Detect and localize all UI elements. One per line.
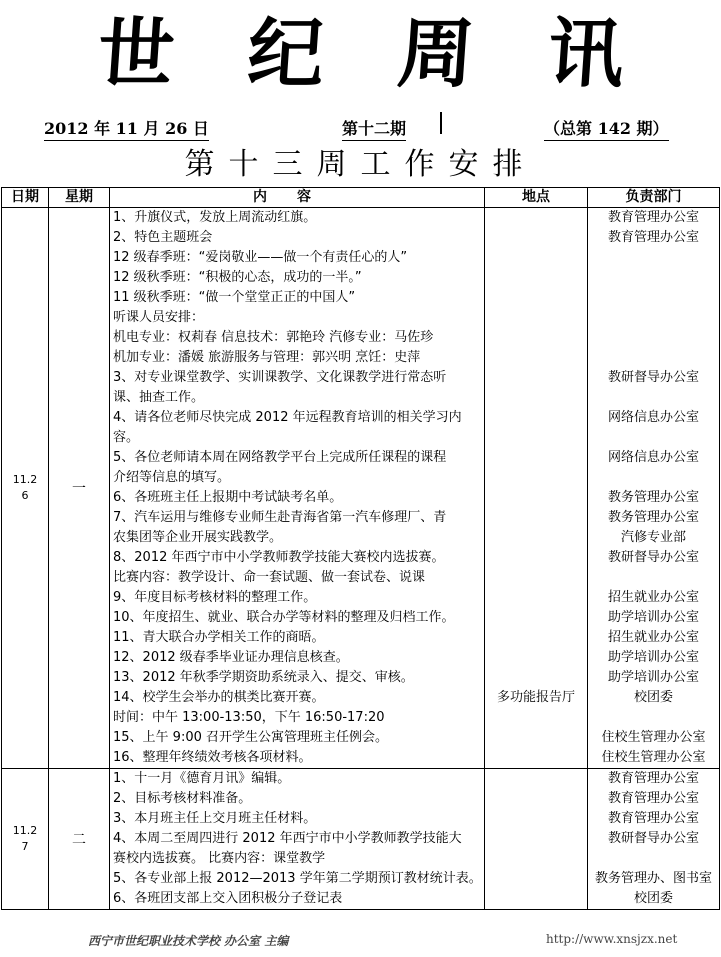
content-line: 7、汽车运用与维修专业师生赴青海省第一汽车修理厂、青 — [113, 510, 447, 525]
content-line: 听课人员安排： — [113, 310, 205, 325]
issue-number: 第十二期 — [342, 116, 406, 141]
place-line — [485, 769, 587, 789]
dept-line: 教研督导办公室 — [607, 831, 699, 846]
dept-line: 校团委 — [633, 891, 673, 906]
dept-line: 教育管理办公室 — [607, 811, 699, 826]
content-line: 农集团等企业开展实践教学。 — [113, 530, 283, 545]
place-line — [485, 248, 587, 268]
issue-total: （总第 142 期） — [544, 116, 669, 141]
dept-line: 教育管理办公室 — [607, 771, 699, 786]
dept-line: 教育管理办公室 — [607, 210, 699, 225]
dept-line: 教育管理办公室 — [607, 230, 699, 245]
dept-line: 校团委 — [633, 690, 673, 705]
masthead-char: 世 — [94, 9, 177, 98]
place-line — [485, 448, 587, 468]
dept-line: 助学培训办公室 — [607, 610, 699, 625]
dept-line — [588, 428, 719, 448]
place-line — [485, 288, 587, 308]
place-line — [485, 308, 587, 328]
header-weekday: 星期 — [49, 188, 110, 208]
content-line: 5、各专业部上报 2012—2013 学年第二学期预订教材统计表。 — [113, 871, 482, 886]
content-line: 12 级春季班：“爱岗敬业——做一个有责任心的人” — [113, 250, 408, 265]
table-header-row — [2, 188, 720, 208]
place-line — [485, 568, 587, 588]
place-line — [485, 368, 587, 388]
place-line — [485, 468, 587, 488]
dept-line: 招生就业办公室 — [607, 590, 699, 605]
content-line: 1、升旗仪式，发放上周流动红旗。 — [113, 210, 317, 225]
place-line — [485, 628, 587, 648]
content-line: 2、特色主题班会 — [113, 230, 213, 245]
date-text: 6 — [21, 489, 29, 502]
dept-line: 教研督导办公室 — [607, 550, 699, 565]
masthead-char: 周 — [394, 9, 477, 98]
content-line: 5、各位老师请本周在网络教学平台上完成所任课程的课程 — [113, 450, 447, 465]
content-line: 容。 — [113, 430, 140, 445]
date-text: 11.2 — [12, 473, 38, 486]
dept-line — [588, 328, 719, 348]
dept-cell — [588, 769, 720, 910]
dept-line — [588, 268, 719, 288]
content-line: 2、目标考核材料准备。 — [113, 791, 252, 806]
issue-divider — [440, 112, 442, 134]
place-line — [485, 388, 587, 408]
dept-line: 网络信息办公室 — [607, 410, 699, 425]
content-line: 机加专业：潘媛 旅游服务与管理：郭兴明 烹饪：史萍 — [113, 350, 421, 365]
dept-line: 教务管理办、图书室 — [594, 871, 712, 886]
dept-line — [588, 849, 719, 869]
dept-line — [588, 388, 719, 408]
date-cell — [2, 769, 49, 910]
weekday-cell: 二 — [49, 769, 110, 910]
weekday-cell: 一 — [49, 208, 110, 769]
dept-line: 教务管理办公室 — [607, 510, 699, 525]
place-line — [485, 829, 587, 849]
content-line: 介绍等信息的填写。 — [113, 470, 231, 485]
content-line: 13、2012 年秋季学期资助系统录入、提交、审核。 — [113, 670, 414, 685]
place-line — [485, 809, 587, 829]
issue-date: 2012 年 11 月 26 日 — [44, 116, 209, 141]
header-place: 地点 — [485, 188, 588, 208]
place-line — [485, 728, 587, 748]
dept-cell — [588, 208, 720, 769]
place-line — [485, 588, 587, 608]
dept-line: 教育管理办公室 — [607, 791, 699, 806]
week-title: 第十三周工作安排 — [184, 147, 537, 182]
content-cell — [110, 769, 485, 910]
date-cell — [2, 208, 49, 769]
content-line: 12、2012 级春季毕业证办理信息核查。 — [113, 650, 349, 665]
place-line — [485, 268, 587, 288]
masthead-char: 纪 — [244, 9, 327, 98]
content-line: 赛校内选拔赛。 比赛内容：课堂教学 — [113, 851, 326, 866]
issue-line — [44, 116, 680, 136]
place-cell — [485, 769, 588, 910]
table-row — [2, 208, 720, 769]
header-date: 日期 — [2, 188, 49, 208]
place-line — [485, 428, 587, 448]
content-line: 9、年度目标考核材料的整理工作。 — [113, 590, 317, 605]
footer-url: http://www.xnsjzx.net — [546, 932, 678, 946]
content-line: 11 级秋季班：“做一个堂堂正正的中国人” — [113, 290, 356, 305]
content-line: 15、上午 9:00 召开学生公寓管理班主任例会。 — [113, 730, 388, 745]
place-line — [485, 528, 587, 548]
place-line — [485, 228, 587, 248]
content-line: 6、各班团支部上交入团积极分子登记表 — [113, 891, 343, 906]
content-line: 11、青大联合办学相关工作的商晤。 — [113, 630, 325, 645]
date-text: 11.2 — [12, 824, 38, 837]
place-line — [485, 869, 587, 889]
content-line: 机电专业：权莉春 信息技术：郭艳玲 汽修专业：马佐珍 — [113, 330, 434, 345]
schedule-body — [2, 208, 720, 910]
place-line — [485, 668, 587, 688]
content-line: 比赛内容：教学设计、命一套试题、做一套试卷、说课 — [113, 570, 426, 585]
place-line: 多功能报告厅 — [496, 690, 575, 705]
dept-line — [588, 288, 719, 308]
place-line — [485, 789, 587, 809]
place-line — [485, 889, 587, 909]
place-line — [485, 508, 587, 528]
dept-line: 教研督导办公室 — [607, 370, 699, 385]
place-line — [485, 208, 587, 228]
place-line — [485, 849, 587, 869]
dept-line: 汽修专业部 — [620, 530, 686, 545]
masthead — [0, 8, 721, 100]
content-line: 课、抽查工作。 — [113, 390, 205, 405]
dept-line — [588, 348, 719, 368]
place-line — [485, 548, 587, 568]
content-line: 6、各班班主任上报期中考试缺考名单。 — [113, 490, 343, 505]
content-line: 12 级秋季班：“积极的心态，成功的一半。” — [113, 270, 362, 285]
date-text: 7 — [21, 840, 29, 853]
content-line: 14、校学生会举办的棋类比赛开赛。 — [113, 690, 325, 705]
dept-line — [588, 308, 719, 328]
place-cell — [485, 208, 588, 769]
header-dept: 负责部门 — [588, 188, 720, 208]
place-line — [485, 748, 587, 768]
place-line — [485, 408, 587, 428]
content-line: 4、本周二至周四进行 2012 年西宁市中小学教师教学技能大 — [113, 831, 462, 846]
place-line — [485, 348, 587, 368]
place-line — [485, 648, 587, 668]
place-line — [485, 328, 587, 348]
header-content: 内容 — [110, 188, 485, 208]
dept-line — [588, 568, 719, 588]
dept-line: 助学培训办公室 — [607, 650, 699, 665]
dept-line: 招生就业办公室 — [607, 630, 699, 645]
place-line — [485, 608, 587, 628]
dept-line: 助学培训办公室 — [607, 670, 699, 685]
dept-line — [588, 248, 719, 268]
masthead-char: 讯 — [544, 9, 627, 98]
content-line: 10、年度招生、就业、联合办学等材料的整理及归档工作。 — [113, 610, 455, 625]
content-line: 时间：中午 13:00-13:50，下午 16:50-17:20 — [113, 710, 385, 725]
schedule-table — [1, 187, 720, 910]
dept-line — [588, 468, 719, 488]
dept-line: 网络信息办公室 — [607, 450, 699, 465]
content-cell — [110, 208, 485, 769]
table-row — [2, 769, 720, 910]
place-line — [485, 708, 587, 728]
content-line: 3、本月班主任上交月班主任材料。 — [113, 811, 317, 826]
content-line: 16、整理年终绩效考核各项材料。 — [113, 750, 312, 765]
content-line: 3、对专业课堂教学、实训课教学、文化课教学进行常态听 — [113, 370, 447, 385]
footer-publisher: 西宁市世纪职业技术学校 办公室 主编 — [88, 934, 289, 948]
dept-line: 住校生管理办公室 — [601, 730, 706, 745]
dept-line: 教务管理办公室 — [607, 490, 699, 505]
content-line: 1、十一月《德育月讯》编辑。 — [113, 771, 291, 786]
dept-line: 住校生管理办公室 — [601, 750, 706, 765]
content-line: 4、请各位老师尽快完成 2012 年远程教育培训的相关学习内 — [113, 410, 462, 425]
place-line — [485, 488, 587, 508]
dept-line — [588, 708, 719, 728]
content-line: 8、2012 年西宁市中小学教师教学技能大赛校内选拔赛。 — [113, 550, 445, 565]
